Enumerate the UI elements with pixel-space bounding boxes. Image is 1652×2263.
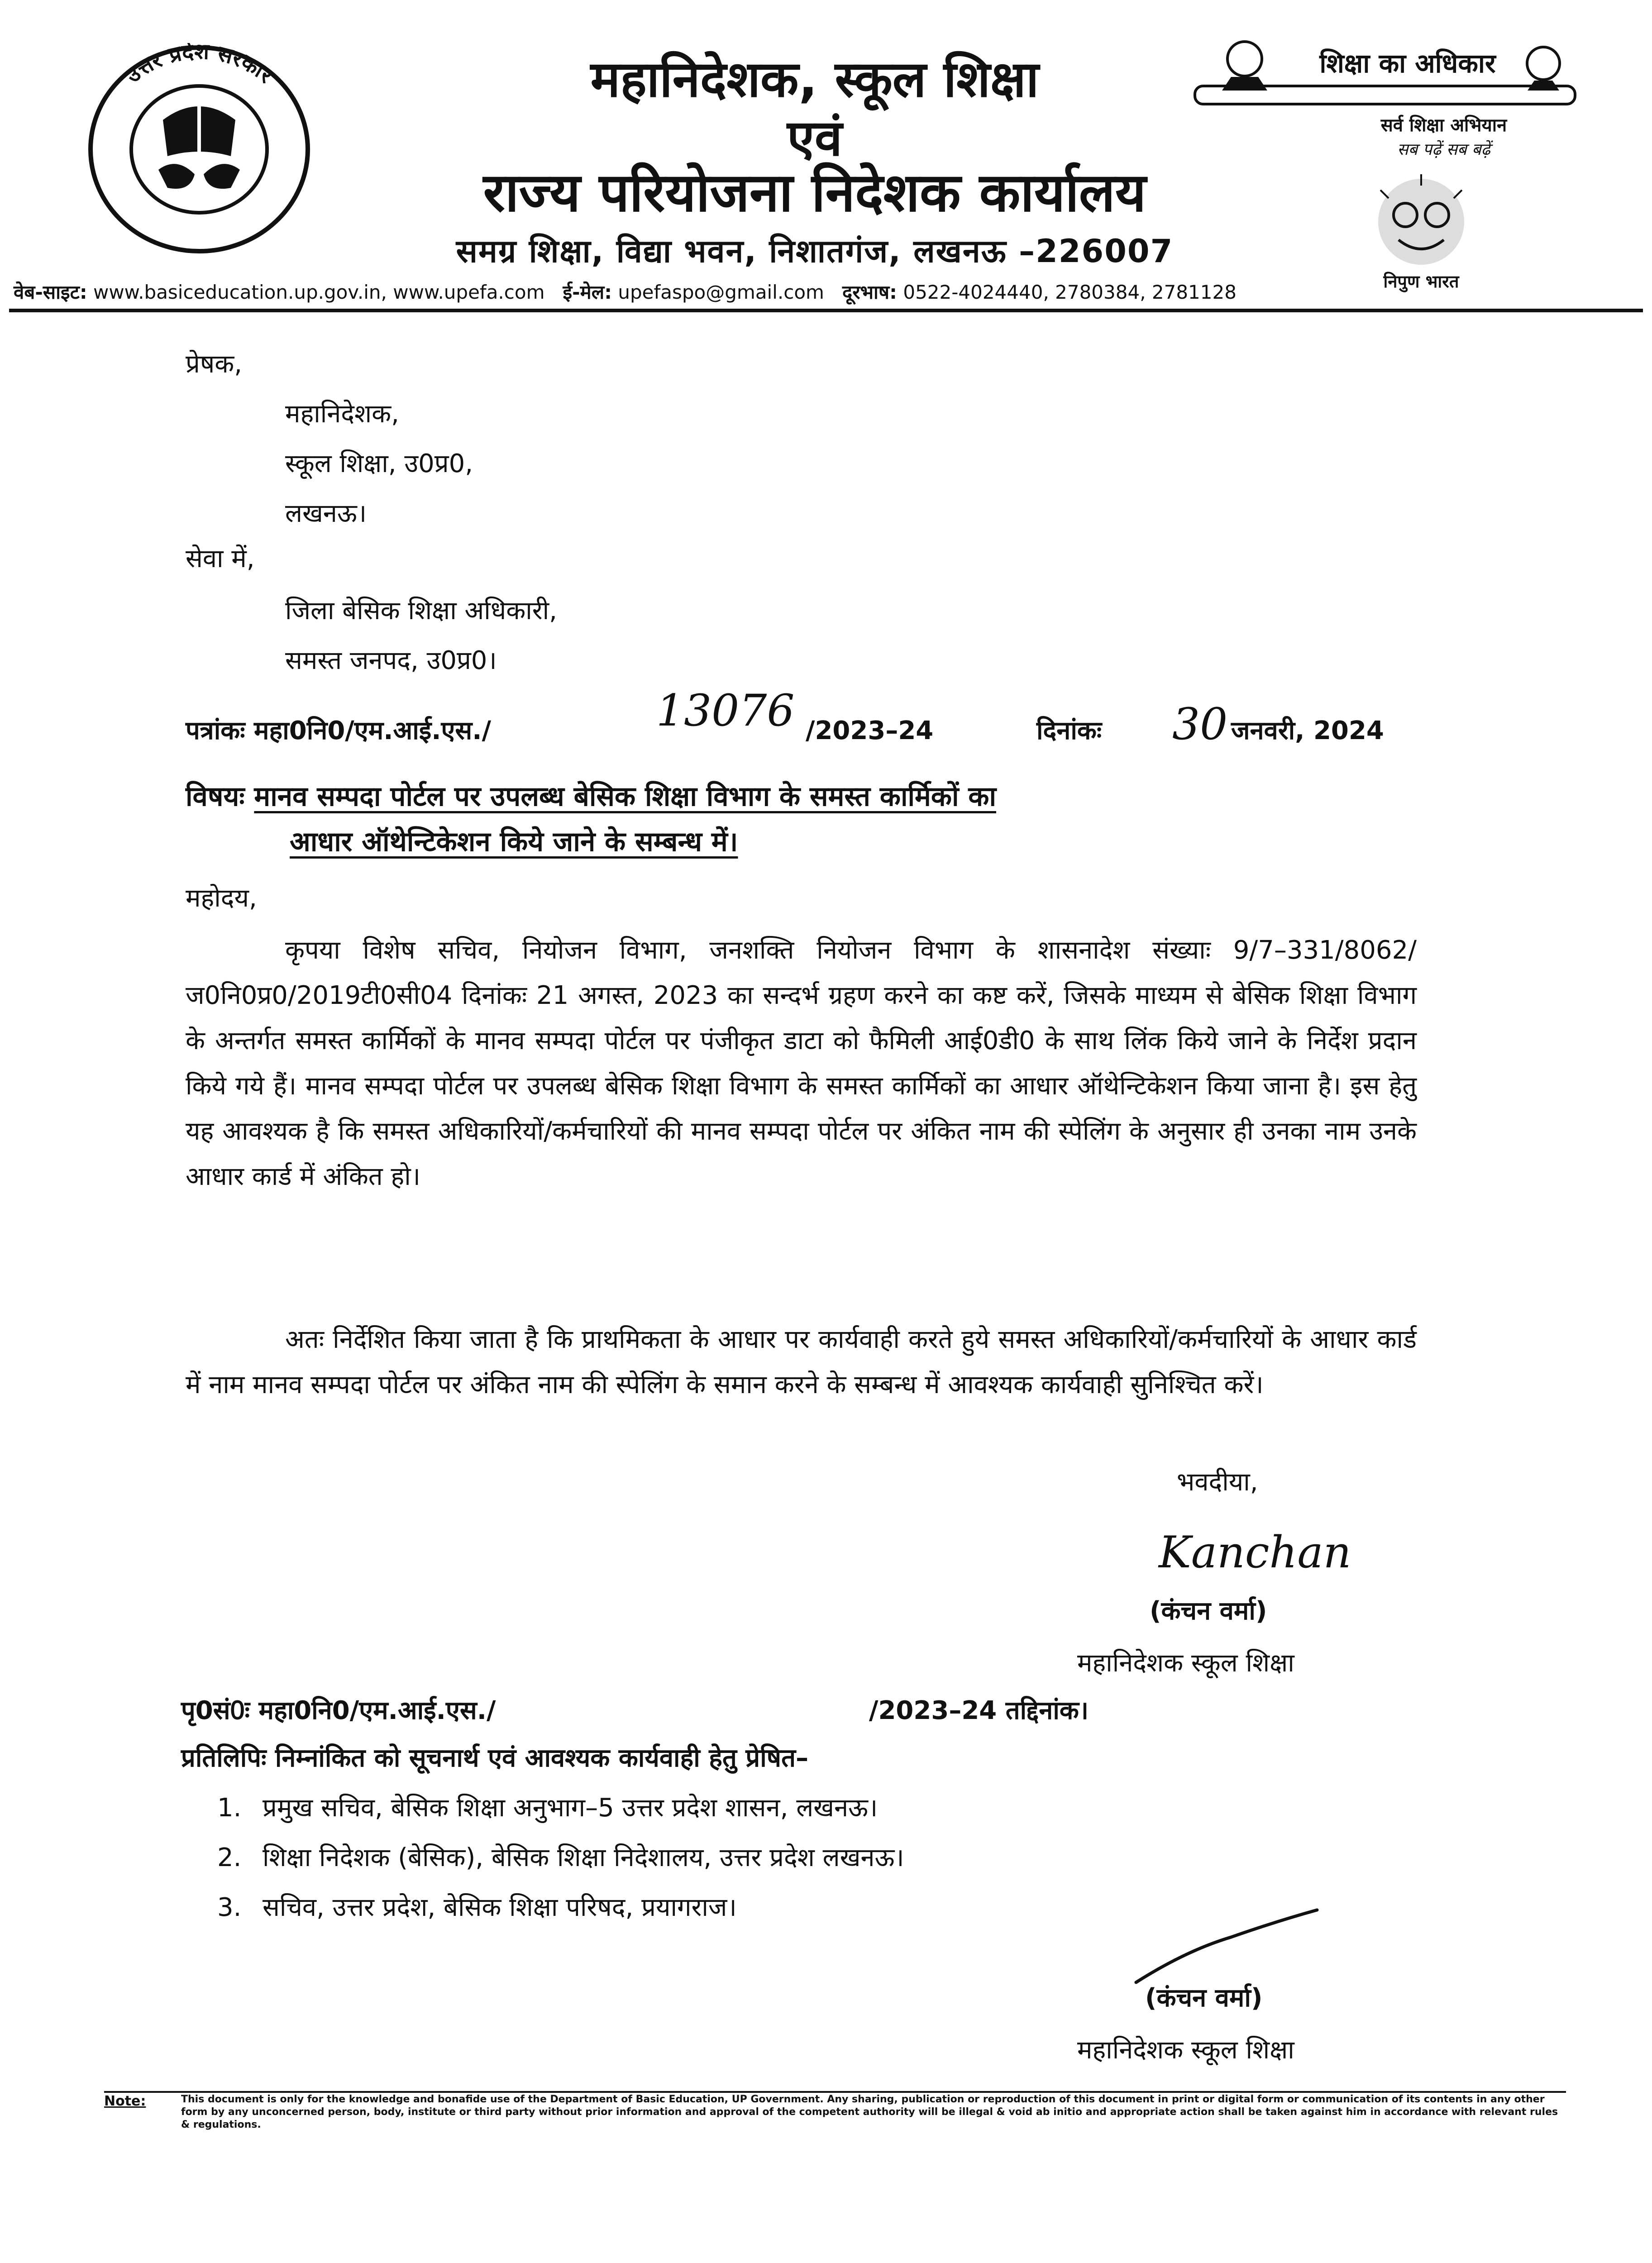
emblem-arc-text: उत्तर प्रदेश सरकार: [120, 43, 278, 88]
subject-label: विषयः: [186, 781, 245, 812]
recipient-line1: जिला बेसिक शिक्षा अधिकारी,: [285, 596, 557, 625]
copy-item-number: 2.: [217, 1843, 242, 1872]
office-title-line2: एवं: [787, 109, 842, 167]
ssa-line2: सब पढ़ें सब बढ़ें: [1397, 140, 1490, 159]
patrank-label: पत्रांकः महा0नि0/एम.आई.एस./: [186, 716, 492, 745]
salutation: महोदय,: [186, 883, 257, 913]
signatory-designation-2: महानिदेशक स्कूल शिक्षा: [1077, 2035, 1294, 2065]
office-title-line3: राज्य परियोजना निदेशक कार्यालय: [483, 161, 1146, 224]
email-value: upefaspo@gmail.com: [618, 281, 824, 303]
footer-divider: [104, 2091, 1566, 2093]
nipun-caption: निपुण भारत: [1383, 272, 1459, 291]
signature-handwritten: Kanchan: [1159, 1527, 1351, 1578]
copy-item-text: प्रमुख सचिव, बेसिक शिक्षा अनुभाग–5 उत्तर प्रदेश शासन, लखनऊ।: [263, 1793, 878, 1823]
subject-line1: [186, 774, 1417, 819]
closing: भवदीया,: [1177, 1467, 1258, 1497]
office-address: समग्र शिक्षा, विद्या भवन, निशातगंज, लखनऊ –226007: [456, 233, 1174, 270]
copy-item-text: शिक्षा निदेशक (बेसिक), बेसिक शिक्षा निदेशालय, उत्तर प्रदेश लखनऊ।: [263, 1843, 904, 1872]
rte-logo: [1190, 32, 1580, 167]
svg-text:उत्तर प्रदेश सरकार: [120, 43, 279, 89]
ssa-line1: सर्व शिक्षा अभियान: [1380, 115, 1507, 136]
endorsement-ref-right: /2023–24 तद्दिनांक।: [869, 1696, 1089, 1725]
signatory-name-1: (कंचन वर्मा): [1150, 1596, 1267, 1626]
copy-list-item: [217, 1792, 1439, 1824]
date-label: दिनांकः: [1036, 716, 1102, 745]
recipient-line2: समस्त जनपद, उ0प्र0।: [285, 646, 497, 675]
up-government-emblem: [86, 43, 312, 256]
header-divider: [9, 309, 1643, 312]
copy-to-heading: प्रतिलिपिः निम्नांकित को सूचनार्थ एवं आवश्यक कार्यवाही हेतु प्रेषित–: [181, 1743, 809, 1773]
sender-label: प्रेषक,: [186, 349, 243, 379]
phone-value: 0522-4024440, 2780384, 2781128: [903, 281, 1237, 303]
sender-line3: लखनऊ।: [285, 499, 367, 528]
subject-line2: [186, 819, 1417, 864]
sender-line1: महानिदेशक,: [285, 399, 399, 429]
office-title-line1: महानिदेशक, स्कूल शिक्षा: [590, 50, 1039, 108]
date-rest: जनवरी, 2024: [1231, 716, 1384, 745]
endorsement-ref-left: पृ0सं0ः महा0नि0/एम.आई.एस./: [181, 1696, 496, 1725]
copy-item-number: 1.: [217, 1793, 242, 1823]
copy-list-item: [217, 1842, 1439, 1874]
body-paragraph-2: अतः निर्देशित किया जाता है कि प्राथमिकता के आधार पर कार्यवाही करते हुये समस्त अधिकारियों/कर्मचारियों के आधार कार्ड में नाम मानव सम्पदा पोर्टल पर अंकित नाम की स्पेलिंग के समान करने के सम्बन्ध में आवश्यक कार्यवाही सुनिश्चित करें।: [186, 1325, 1417, 1399]
subject-text-line1: मानव सम्पदा पोर्टल पर उपलब्ध बेसिक शिक्षा विभाग के समस्त कार्मिकों का: [254, 781, 997, 812]
date-day: 30: [1172, 699, 1228, 750]
patrank-year: /2023–24: [806, 716, 934, 745]
signatory-name-2: (कंचन वर्मा): [1145, 1983, 1263, 2013]
note-text: This document is only for the knowledge and bonafide use of the Department of Basic Education, UP Government. Any sharing, publication or reproduction of this document in print or digital form or communication of its contents in any other form by any unconcerned person, body, institute or third party without prior information and approval of the competent authority will be illegal & void ab initio and appropriate action shall be taken against him in accordance with relevant rules & regulations.: [181, 2094, 1558, 2130]
sender-line2: स्कूल शिक्षा, उ0प्र0,: [285, 449, 473, 478]
website-value: www.basiceducation.up.gov.in, www.upefa.com: [93, 281, 545, 303]
rte-caption: शिक्षा का अधिकार: [1319, 48, 1496, 79]
signature-stroke: [1132, 1901, 1322, 1993]
body-paragraph-1: कृपया विशेष सचिव, नियोजन विभाग, जनशक्ति नियोजन विभाग के शासनादेश संख्याः 9/7–331/8062/ज0नि0प्र0/2019टी0सी04 दिनांकः 21 अगस्त, 2023 का सन्दर्भ ग्रहण करने का कष्ट करें, जिसके माध्यम से बेसिक शिक्षा विभाग के अन्तर्गत समस्त कार्मिकों के मानव सम्पदा पोर्टल पर पंजीकृत डाटा को फैमिली आई0डी0 के साथ लिंक किये जाने के निर्देश प्रदान किये गये हैं। मानव सम्पदा पोर्टल पर उपलब्ध बेसिक शिक्षा विभाग के समस्त कार्मिकों का आधार ऑथेन्टिकेशन किया जाना है। इस हेतु यह आवश्यक है कि समस्त अधिकारियों/कर्मचारियों की मानव सम्पदा पोर्टल पर अंकित नाम की स्पेलिंग के अनुसार ही उनका नाम उनके आधार कार्ड में अंकित हो।: [186, 936, 1417, 1191]
recipient-label: सेवा में,: [186, 544, 255, 573]
signatory-designation-1: महानिदेशक स्कूल शिक्षा: [1077, 1648, 1294, 1678]
contact-bar: [14, 280, 1237, 305]
copy-item-number: 3.: [217, 1893, 242, 1922]
phone-label: दूरभाष:: [842, 281, 897, 303]
patrank-number: 13076: [656, 685, 795, 736]
subject-text-line2: आधार ऑथेन्टिकेशन किये जाने के सम्बन्ध में।: [290, 826, 738, 858]
website-label: वेब-साइट:: [14, 281, 87, 303]
note-label: Note:: [104, 2093, 146, 2109]
nipun-bharat-logo: [1313, 172, 1530, 299]
subject-block: [186, 774, 1417, 864]
copy-item-text: सचिव, उत्तर प्रदेश, बेसिक शिक्षा परिषद, प्रयागराज।: [263, 1893, 737, 1922]
email-label: ई-मेल:: [563, 281, 612, 303]
